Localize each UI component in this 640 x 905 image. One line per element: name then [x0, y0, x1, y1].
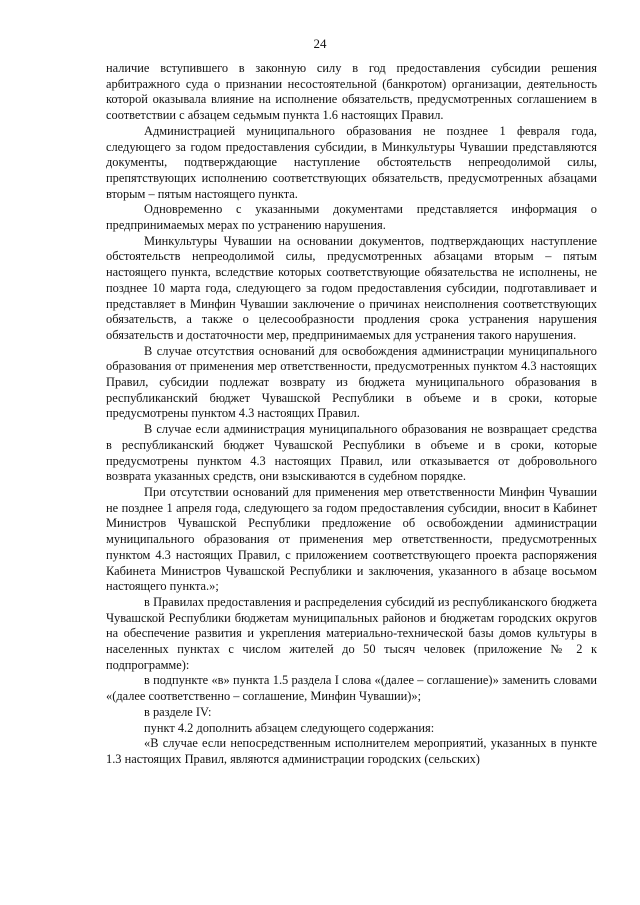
paragraph: в подпункте «в» пункта 1.5 раздела I слова «(далее – соглашение)» заменить словами «(далее соответственно – соглашение, Минфин Чувашии)»;	[106, 673, 597, 704]
paragraph: в Правилах предоставления и распределения субсидий из республиканского бюджета Чувашской Республики бюджетам муниципальных районов и бюджетам городских округов на обеспечение развития и укрепления материально-технической базы домов культуры в населенных пунктах с числом жителей до 50 тысяч человек (приложение № 2 к подпрограмме):	[106, 594, 597, 672]
paragraph: «В случае если непосредственным исполнителем мероприятий, указанных в пункте 1.3 настоящих Правил, являются администрации городских (сельских)	[106, 736, 597, 766]
paragraph: Одновременно с указанными документами представляется информация о предпринимаемых мерах по устранению нарушения.	[106, 202, 597, 233]
document-body	[106, 61, 597, 768]
paragraph: В случае если администрация муниципального образования не возвращает средства в республиканский бюджет Чувашской Республики в объеме и в сроки, которые предусмотрены пунктом 4.3 настоящих Правил, или отказывается от добровольного возврата указанных средств, они взыскиваются в судебном порядке.	[106, 422, 597, 484]
paragraph: При отсутствии оснований для применения мер ответственности Минфин Чувашии не позднее 1 апреля года, следующего за годом предоставления субсидии, вносит в Кабинет Министров Чувашской Республики предложение об освобождении администрации муниципального образования от применения мер ответственности, предусмотренных пунктом 4.3 настоящих Правил, с приложением соответствующего проекта распоряжения Кабинета Министров Чувашской Республики и заключения, указанного в абзаце восьмом настоящего пункта.»;	[106, 484, 597, 594]
paragraph: Минкультуры Чувашии на основании документов, подтверждающих наступление обстоятельств непреодолимой силы, предусмотренных абзацами вторым – пятым настоящего пункта, вследствие которых соответствующие обязательства не исполнены, не позднее 10 марта года, следующего за годом предоставления субсидии, подготавливает и представляет в Минфин Чувашии заключение о причинах неисполнения соответствующих обязательств, а также о целесообразности продления срока устранения нарушения обязательств и достаточности мер, предпринимаемых для устранения такого нарушения.	[106, 233, 597, 342]
paragraph: в разделе IV:	[144, 704, 212, 719]
paragraph: наличие вступившего в законную силу в год предоставления субсидии решения арбитражного суда о признании несостоятельной (банкротом) организации, деятельность которой оказывала влияние на исполнение обязательств, предусмотренных соглашением в соответствии с абзацем седьмым пункта 1.6 настоящих Правил.	[106, 61, 597, 123]
paragraph: Администрацией муниципального образования не позднее 1 февраля года, следующего за годом предоставления субсидии, в Минкультуры Чувашии представляются документы, подтверждающие наступление обстоятельств непреодолимой силы, препятствующих исполнению соответствующих обязательств, предусмотренных абзацами вторым – пятым настоящего пункта.	[106, 123, 597, 201]
paragraph: пункт 4.2 дополнить абзацем следующего содержания:	[144, 720, 435, 735]
page-number: 24	[313, 36, 327, 51]
paragraph: В случае отсутствия оснований для освобождения администрации муниципального образования от применения мер ответственности, предусмотренных пунктом 4.3 настоящих Правил, субсидии подлежат возврату из бюджета муниципального образования в республиканский бюджет Чувашской Республики в объеме и в сроки, которые предусмотрены пунктом 4.3 настоящих Правил.	[106, 343, 597, 421]
